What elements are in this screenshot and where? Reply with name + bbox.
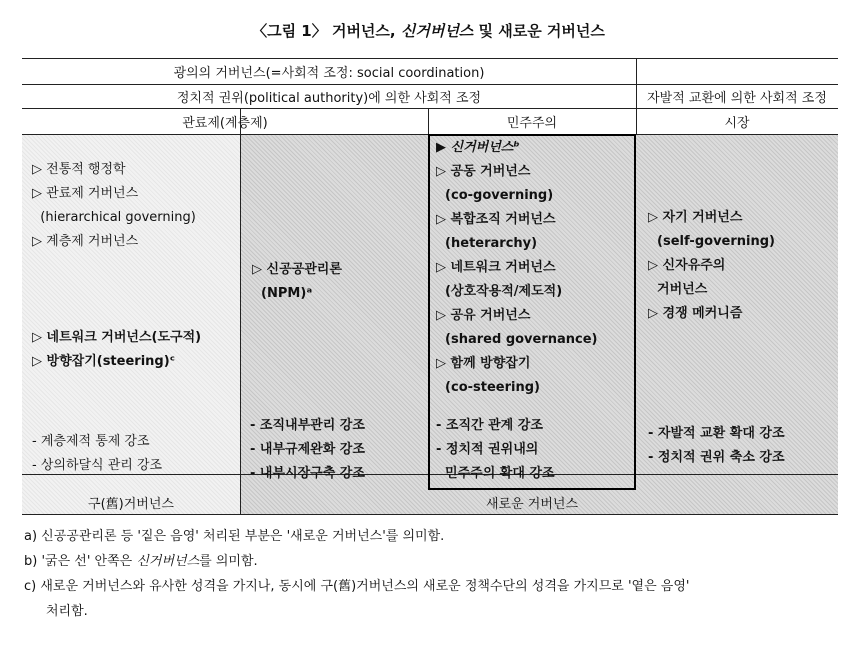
col3-item: ▷ 네트워크 거버넌스 — [436, 260, 556, 275]
col1-top-list — [32, 158, 238, 254]
footnote-c-continued: 처리함. — [46, 604, 88, 619]
rule-v-col2 — [240, 134, 241, 474]
col1-item: ▷ 전통적 행정학 — [32, 162, 126, 177]
footnote-b-italic: 신거버넌스 — [136, 554, 200, 569]
title-prefix: 〈그림 1〉 거버넌스, — [252, 22, 401, 40]
footnote-b-prefix: b) '굵은 선' 안쪽은 — [24, 554, 137, 569]
footnote-b — [24, 549, 836, 574]
col1-item: ▷ 방향잡기(steering)ᶜ — [32, 354, 176, 369]
col4-item: ▷ 경쟁 메커니즘 — [648, 306, 743, 321]
col3-item: ▷ 공동 거버넌스 — [436, 164, 531, 179]
col4-item: 거버넌스 — [648, 282, 708, 297]
col4-item: - 자발적 교환 확대 강조 — [648, 426, 785, 441]
footnote-c: c) 새로운 거버넌스와 유사한 성격을 가지나, 동시에 구(舊)거버넌스의 새로운 정책수단의 성격을 가지므로 '옅은 음영' — [24, 579, 690, 594]
footnote-b-suffix: 를 의미함. — [199, 554, 258, 569]
rule-v-footer — [240, 474, 241, 514]
footnotes — [24, 524, 836, 624]
col2-item: - 조직내부관리 강조 — [250, 418, 365, 433]
col2-item: - 내부규제완화 강조 — [250, 442, 365, 457]
col3-item: ▷ 복합조직 거버넌스 — [436, 212, 556, 227]
col3-item: (co-governing) — [436, 188, 554, 203]
col1-item: - 상의하달식 관리 강조 — [32, 458, 163, 473]
col3-item: (co-steering) — [436, 380, 540, 395]
rule-row3 — [22, 134, 838, 135]
figure-title — [0, 20, 857, 41]
col3-item: (상호작용적/제도적) — [436, 284, 563, 299]
col1-bottom-list — [32, 430, 238, 478]
col1-mid-list — [32, 326, 238, 374]
header-broad-governance: 광의의 거버넌스(=사회적 조정: social coordination) — [173, 65, 485, 81]
title-suffix: 및 새로운 거버넌스 — [473, 22, 605, 40]
col3-item: ▶ 신거버넌스ᵇ — [436, 140, 520, 155]
header-market: 시장 — [724, 115, 750, 131]
col3-item: (heterarchy) — [436, 236, 538, 251]
header-bureaucracy: 관료제(계층제) — [182, 115, 268, 131]
col1-item: ▷ 계층제 거버넌스 — [32, 234, 139, 249]
col4-item: - 정치적 권위 축소 강조 — [648, 450, 785, 465]
header-political-authority: 정치적 권위(political authority)에 의한 사회적 조정 — [176, 90, 482, 106]
col2-item: (NPM)ᵃ — [252, 286, 313, 301]
footnote-a: a) 신공공관리론 등 '짙은 음영' 처리된 부분은 '새로운 거버넌스'를 의미함. — [24, 529, 445, 544]
col1-item: - 계층제적 통제 강조 — [32, 434, 150, 449]
col3-item: ▷ 공유 거버넌스 — [436, 308, 531, 323]
col3-item: - 정치적 권위내의 — [436, 442, 539, 457]
col1-item: ▷ 관료제 거버넌스 — [32, 186, 139, 201]
col3-list — [436, 136, 634, 400]
col4-bottom-list — [648, 422, 836, 470]
rule-bottom — [22, 514, 838, 515]
col4-mid-list — [648, 206, 836, 326]
new-governance-label: 새로운 거버넌스 — [485, 496, 579, 512]
col4-item: ▷ 자기 거버넌스 — [648, 210, 743, 225]
col1-item: (hierarchical governing) — [32, 210, 196, 225]
col4-item: (self-governing) — [648, 234, 775, 249]
col2-item: ▷ 신공공관리론 — [252, 262, 342, 277]
governance-table — [22, 58, 838, 518]
col3-item: (shared governance) — [436, 332, 598, 347]
col2-item: - 내부시장구축 강조 — [250, 466, 365, 481]
header-democracy: 민주주의 — [506, 115, 558, 131]
col3-item: - 조직간 관계 강조 — [436, 418, 543, 433]
old-governance-label: 구(舊)거버넌스 — [88, 496, 174, 512]
col2-bottom-list — [250, 414, 426, 486]
col3-item: ▷ 함께 방향잡기 — [436, 356, 531, 371]
col3-item: 민주주의 확대 강조 — [436, 466, 555, 481]
col2-mid-list — [252, 258, 426, 306]
col1-item: ▷ 네트워크 거버넌스(도구적) — [32, 330, 202, 345]
col3-bottom-list — [436, 414, 634, 486]
title-italic: 신거버넌스 — [400, 22, 474, 40]
header-voluntary-exchange: 자발적 교환에 의한 사회적 조정 — [647, 90, 827, 106]
col4-item: ▷ 신자유주의 — [648, 258, 726, 273]
